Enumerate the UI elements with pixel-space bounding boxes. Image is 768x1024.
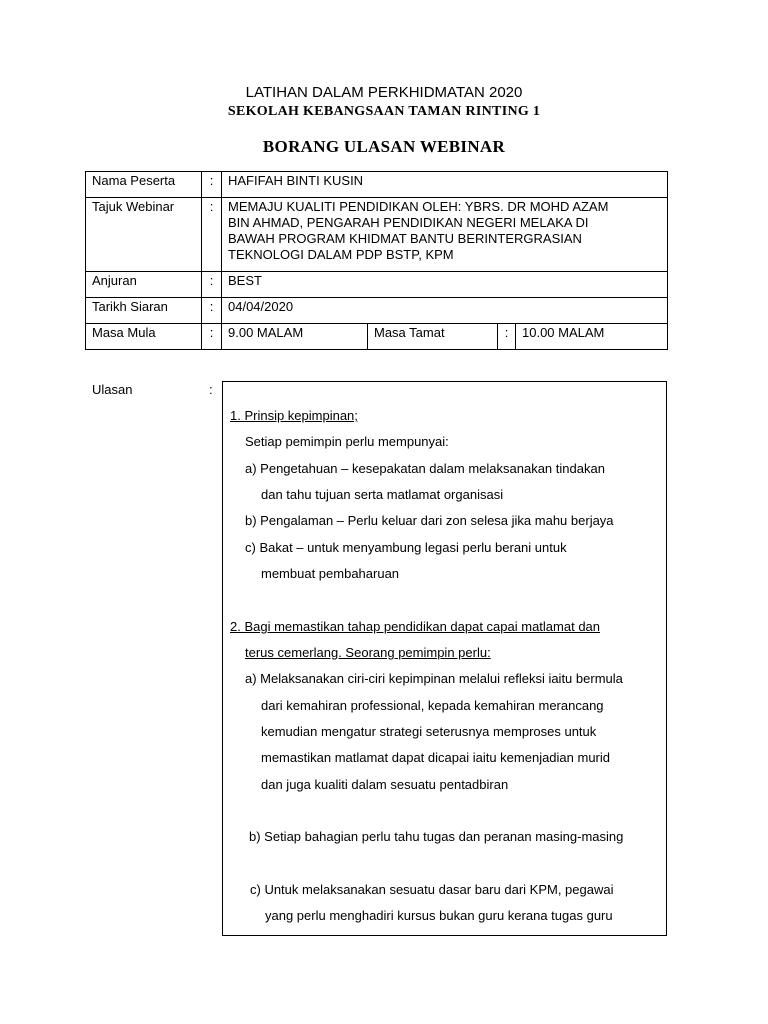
colon: : bbox=[202, 324, 222, 350]
colon: : bbox=[202, 298, 222, 324]
review-line: membuat pembaharuan bbox=[261, 566, 400, 581]
masa-mula-label: Masa Mula bbox=[86, 324, 202, 350]
anjuran-value: BEST bbox=[222, 272, 668, 298]
review-line: a) Melaksanakan ciri-ciri kepimpinan melalui refleksi iaitu bermula bbox=[245, 671, 623, 686]
document-title: LATIHAN DALAM PERKHIDMATAN 2020 bbox=[245, 84, 523, 101]
colon: : bbox=[202, 172, 222, 198]
tarikh-siaran-label: Tarikh Siaran bbox=[86, 298, 202, 324]
review-line: c) Untuk melaksanakan sesuatu dasar baru dari KPM, pegawai bbox=[250, 882, 614, 897]
row-anjuran bbox=[86, 272, 668, 298]
masa-tamat-label: Masa Tamat bbox=[368, 324, 498, 350]
review-line: memastikan matlamat dapat dicapai iaitu kemenjadian murid bbox=[261, 750, 611, 765]
nama-peserta-value: HAFIFAH BINTI KUSIN bbox=[222, 172, 668, 198]
review-line: dan juga kualiti dalam sesuatu pentadbiran bbox=[261, 777, 509, 792]
review-point-1-heading: 1. Prinsip kepimpinan; bbox=[230, 408, 358, 423]
school-name: SEKOLAH KEBANGSAAN TAMAN RINTING 1 bbox=[227, 104, 541, 119]
nama-peserta-label: Nama Peserta bbox=[86, 172, 202, 198]
ulasan-label: Ulasan bbox=[92, 382, 133, 397]
tajuk-webinar-label: Tajuk Webinar bbox=[86, 198, 202, 272]
row-tajuk-webinar bbox=[86, 198, 668, 272]
masa-mula-value: 9.00 MALAM bbox=[222, 324, 368, 350]
tajuk-webinar-line: MEMAJU KUALITI PENDIDIKAN OLEH: YBRS. DR MOHD AZAM bbox=[228, 199, 609, 214]
tajuk-webinar-line: BIN AHMAD, PENGARAH PENDIDIKAN NEGERI MELAKA DI bbox=[228, 215, 589, 230]
masa-tamat-value: 10.00 MALAM bbox=[516, 324, 668, 350]
row-nama-peserta bbox=[86, 172, 668, 198]
review-point-2-heading: 2. Bagi memastikan tahap pendidikan dapat capai matlamat dan bbox=[230, 619, 601, 634]
review-line: b) Pengalaman – Perlu keluar dari zon selesa jika mahu berjaya bbox=[245, 513, 614, 528]
tajuk-webinar-line: BAWAH PROGRAM KHIDMAT BANTU BERINTERGRASIAN bbox=[228, 231, 582, 246]
review-point-2-heading-cont: terus cemerlang. Seorang pemimpin perlu: bbox=[245, 645, 491, 660]
ulasan-review-box bbox=[222, 381, 667, 936]
participant-info-table bbox=[85, 171, 668, 350]
review-line: Setiap pemimpin perlu mempunyai: bbox=[245, 434, 449, 449]
colon: : bbox=[498, 324, 516, 350]
review-line: dari kemahiran professional, kepada kemahiran merancang bbox=[261, 698, 604, 713]
tajuk-webinar-value bbox=[222, 198, 668, 272]
row-tarikh-siaran bbox=[86, 298, 668, 324]
review-line: b) Setiap bahagian perlu tahu tugas dan peranan masing-masing bbox=[249, 829, 624, 844]
tajuk-webinar-line: TEKNOLOGI DALAM PDP BSTP, KPM bbox=[228, 247, 454, 262]
review-line: dan tahu tujuan serta matlamat organisasi bbox=[261, 487, 504, 502]
review-line: c) Bakat – untuk menyambung legasi perlu berani untuk bbox=[245, 540, 567, 555]
colon: : bbox=[202, 198, 222, 272]
review-line: kemudian mengatur strategi seterusnya memproses untuk bbox=[261, 724, 597, 739]
colon: : bbox=[202, 272, 222, 298]
review-line: yang perlu menghadiri kursus bukan guru kerana tugas guru bbox=[265, 908, 613, 923]
ulasan-colon: : bbox=[209, 382, 213, 397]
row-masa bbox=[86, 324, 668, 350]
form-title: BORANG ULASAN WEBINAR bbox=[262, 137, 506, 156]
tarikh-siaran-value: 04/04/2020 bbox=[222, 298, 668, 324]
anjuran-label: Anjuran bbox=[86, 272, 202, 298]
review-line: a) Pengetahuan – kesepakatan dalam melaksanakan tindakan bbox=[245, 461, 605, 476]
